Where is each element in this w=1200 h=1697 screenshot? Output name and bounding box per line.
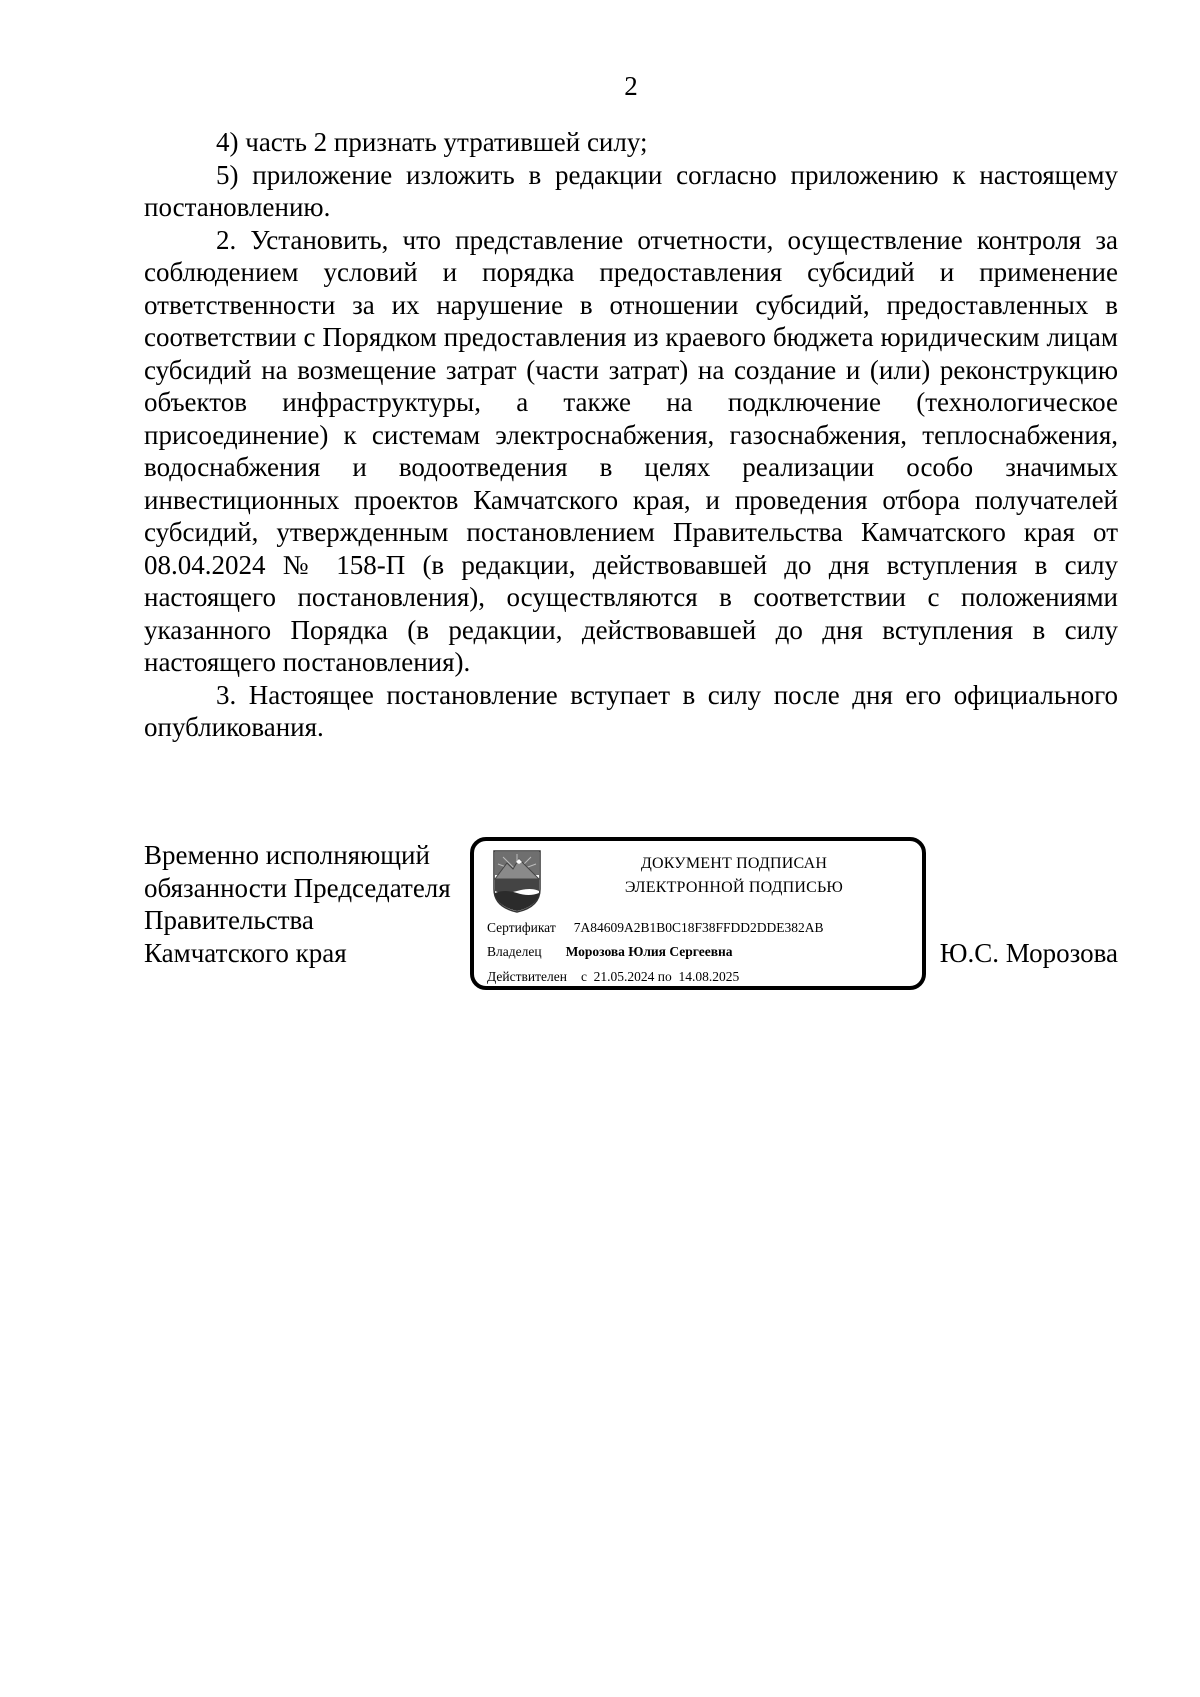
signer-position (144, 839, 484, 969)
stamp-title (584, 852, 884, 900)
stamp-title-line: ЭЛЕКТРОННОЙ ПОДПИСЬЮ (624, 879, 844, 896)
certificate-label: Сертификат (487, 920, 556, 935)
electronic-signature-stamp (470, 837, 926, 990)
paragraph: 4) часть 2 признать утратившей силу; (216, 127, 648, 157)
owner-value: Морозова Юлия Сергеевна (565, 944, 733, 959)
owner-label: Владелец (487, 944, 542, 959)
signer-name: Ю.С. Морозова (939, 938, 1118, 968)
signer-line: Временно исполняющий (144, 840, 430, 870)
certificate-row (487, 919, 824, 937)
document-body (144, 126, 1118, 744)
page-number: 2 (624, 71, 638, 101)
validity-value: с 21.05.2024 по 14.08.2025 (580, 969, 740, 984)
signer-line: Камчатского края (144, 937, 347, 968)
signer-line: Правительства (144, 905, 314, 935)
kamchatka-emblem-icon (491, 849, 543, 913)
certificate-value: 7A84609A2B1B0C18F38FFDD2DDE382AB (573, 920, 824, 935)
paragraph: 3. Настоящее постановление вступает в силу после дня его официального опубликования. (144, 679, 1118, 742)
signer-line: обязанности Председателя (144, 872, 451, 903)
stamp-title-line: ДОКУМЕНТ ПОДПИСАН (640, 855, 828, 872)
paragraph: 5) приложение изложить в редакции согласно приложению к настоящему постановлению. (144, 159, 1118, 222)
paragraph: 2. Установить, что представление отчетности, осуществление контроля за соблюдением условий и порядка предоставления субсидий и применение ответственности за их нарушение в отношении субсидий, предоставленных в соответствии с Порядком предоставления из краевого бюджета юридическим лицам субсидий на возмещение затрат (части затрат) на создание и (или) реконструкцию объектов инфраструктуры, а также на подключение (технологическое присоединение) к системам электроснабжения, газоснабжения, теплоснабжения, водоснабжения и водоотведения в целях реализации особо значимых инвестиционных проектов Камчатского края, и проведения отбора получателей субсидий, утвержденным постановлением Правительства Камчатского края от 08.04.2024 № 158-П (в редакции, действовавшей до дня вступления в силу настоящего постановления), осуществляются в соответствии с положениями указанного Порядка (в редакции, действовавшей до дня вступления в силу настоящего постановления). (144, 224, 1118, 677)
owner-row (487, 943, 733, 961)
validity-row (487, 968, 739, 986)
validity-label: Действителен (487, 969, 567, 984)
